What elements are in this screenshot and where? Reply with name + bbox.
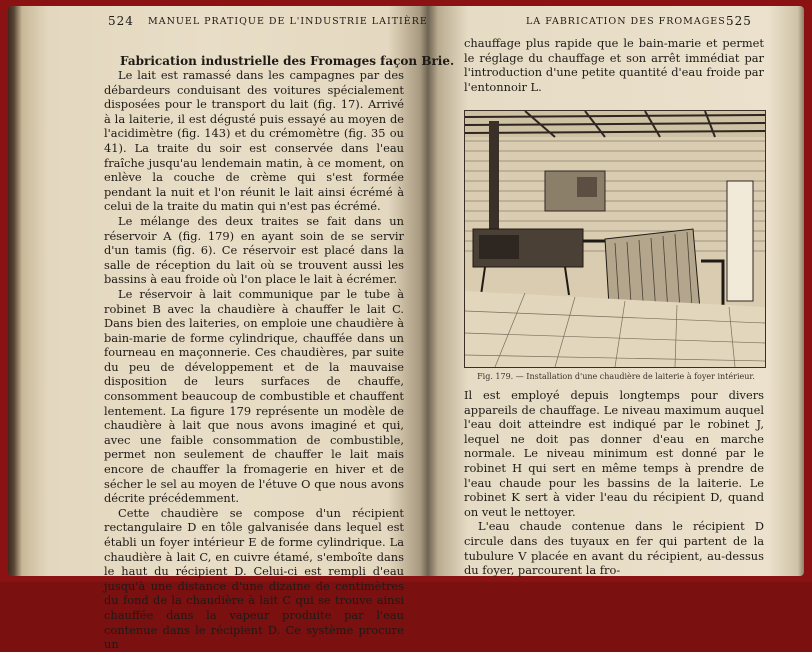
- right-paragraph-1: Il est employé depuis longtemps pour divers appareils de chauffage. Le niveau maximum auquel l'eau doit atteindre est indiqué par le robinet J, lequel ne doit pas donner d'eau en marche normale. Le niveau minimum est donné par le robinet H qui sert en même temps à prendre de l'eau chaude pour les bassins de la laiterie. Le robinet K sert à vider l'eau du récipient D, quand on veut le nettoyer.: [464, 388, 764, 519]
- left-body-text: [104, 68, 404, 652]
- open-book: [8, 6, 804, 652]
- right-paragraph-top: chauffage plus rapide que le bain-marie et permet le réglage du chauffage et son arrêt immédiat par l'introduction d'une petite quantité d'eau froide par l'entonnoir L.: [464, 36, 764, 94]
- figure-caption: Fig. 179. — Installation d'une chaudière de laiterie à foyer intérieur.: [477, 372, 755, 381]
- right-body-top: [464, 36, 764, 94]
- dairy-boiler-engraving: [465, 111, 765, 367]
- left-paragraph-1: Le lait est ramassé dans les campagnes par des débardeurs conduisant des voitures spécialement disposées pour le transport du lait (fig. 17). Arrivé à la laiterie, il est dégusté puis essayé au moyen de l'acidimètre (fig. 143) et du crémomètre (fig. 35 ou 41). La traite du soir est conservée dans l'eau fraîche jusqu'au lendemain matin, à ce moment, on enlève la couche de crème qui s'est formée pendant la nuit et l'on réunit le lait ainsi écrémé à celui de la traite du matin qui n'est pas écrémé.: [104, 68, 404, 214]
- right-page-number: 525: [726, 14, 752, 28]
- left-running-title: MANUEL PRATIQUE DE L'INDUSTRIE LAITIÈRE: [148, 16, 428, 27]
- right-running-title: LA FABRICATION DES FROMAGES: [526, 16, 726, 27]
- left-page-number: 524: [108, 14, 134, 28]
- left-paragraph-2: Le mélange des deux traites se fait dans un réservoir A (fig. 179) en ayant soin de se servir d'un tamis (fig. 6). Ce réservoir est placé dans la salle de réception du lait où se trouvent aussi les bassins à eau froide où l'on place le lait à écrémer.: [104, 213, 404, 287]
- left-paragraph-3: Le réservoir à lait communique par le tube à robinet B avec la chaudière à chauffer le lait C. Dans bien des laiteries, on emploie une chaudière à bain-marie de forme cylindrique, chauffée dans un fourneau en maçonnerie. Ces chaudières, par suite du peu de développement et de la mauvaise disposition de leurs surfaces de chauffe, consomment beaucoup de combustible et chauffent lentement. La figure 179 représente un modèle de chaudière à lait que nous avons imaginé et qui, avec une faible consommation de combustible, permet non seulement de chauffer le lait mais encore de chauffer la fromagerie en hiver et de sécher le sel au moyen de l'étuve O que nous avons décrite précédemment.: [104, 286, 404, 506]
- section-title: Fabrication industrielle des Fromages façon Brie.: [120, 54, 455, 68]
- engraving-figure: [464, 110, 766, 368]
- left-page: [48, 6, 455, 652]
- right-paragraph-2: L'eau chaude contenue dans le récipient D circule dans des tuyaux en fer qui partent de la tubulure V placée en avant du récipient, au-dessus du foyer, parcourent la fro-: [464, 519, 764, 578]
- right-body-bottom: [464, 388, 764, 578]
- left-paragraph-4: Cette chaudière se compose d'un récipient rectangulaire D en tôle galvanisée dans lequel est établi un foyer intérieur E de forme cylindrique. La chaudière à lait C, en cuivre étamé, s'emboîte dans le haut du récipient D. Celui-ci est rempli d'eau jusqu'à une distance d'une dizaine de centimètres du fond de la chaudière à lait C qui se trouve ainsi chauffée dans la vapeur produite par l'eau contenue dans le récipient D. Ce système procure un: [104, 505, 404, 652]
- right-page: [446, 6, 786, 576]
